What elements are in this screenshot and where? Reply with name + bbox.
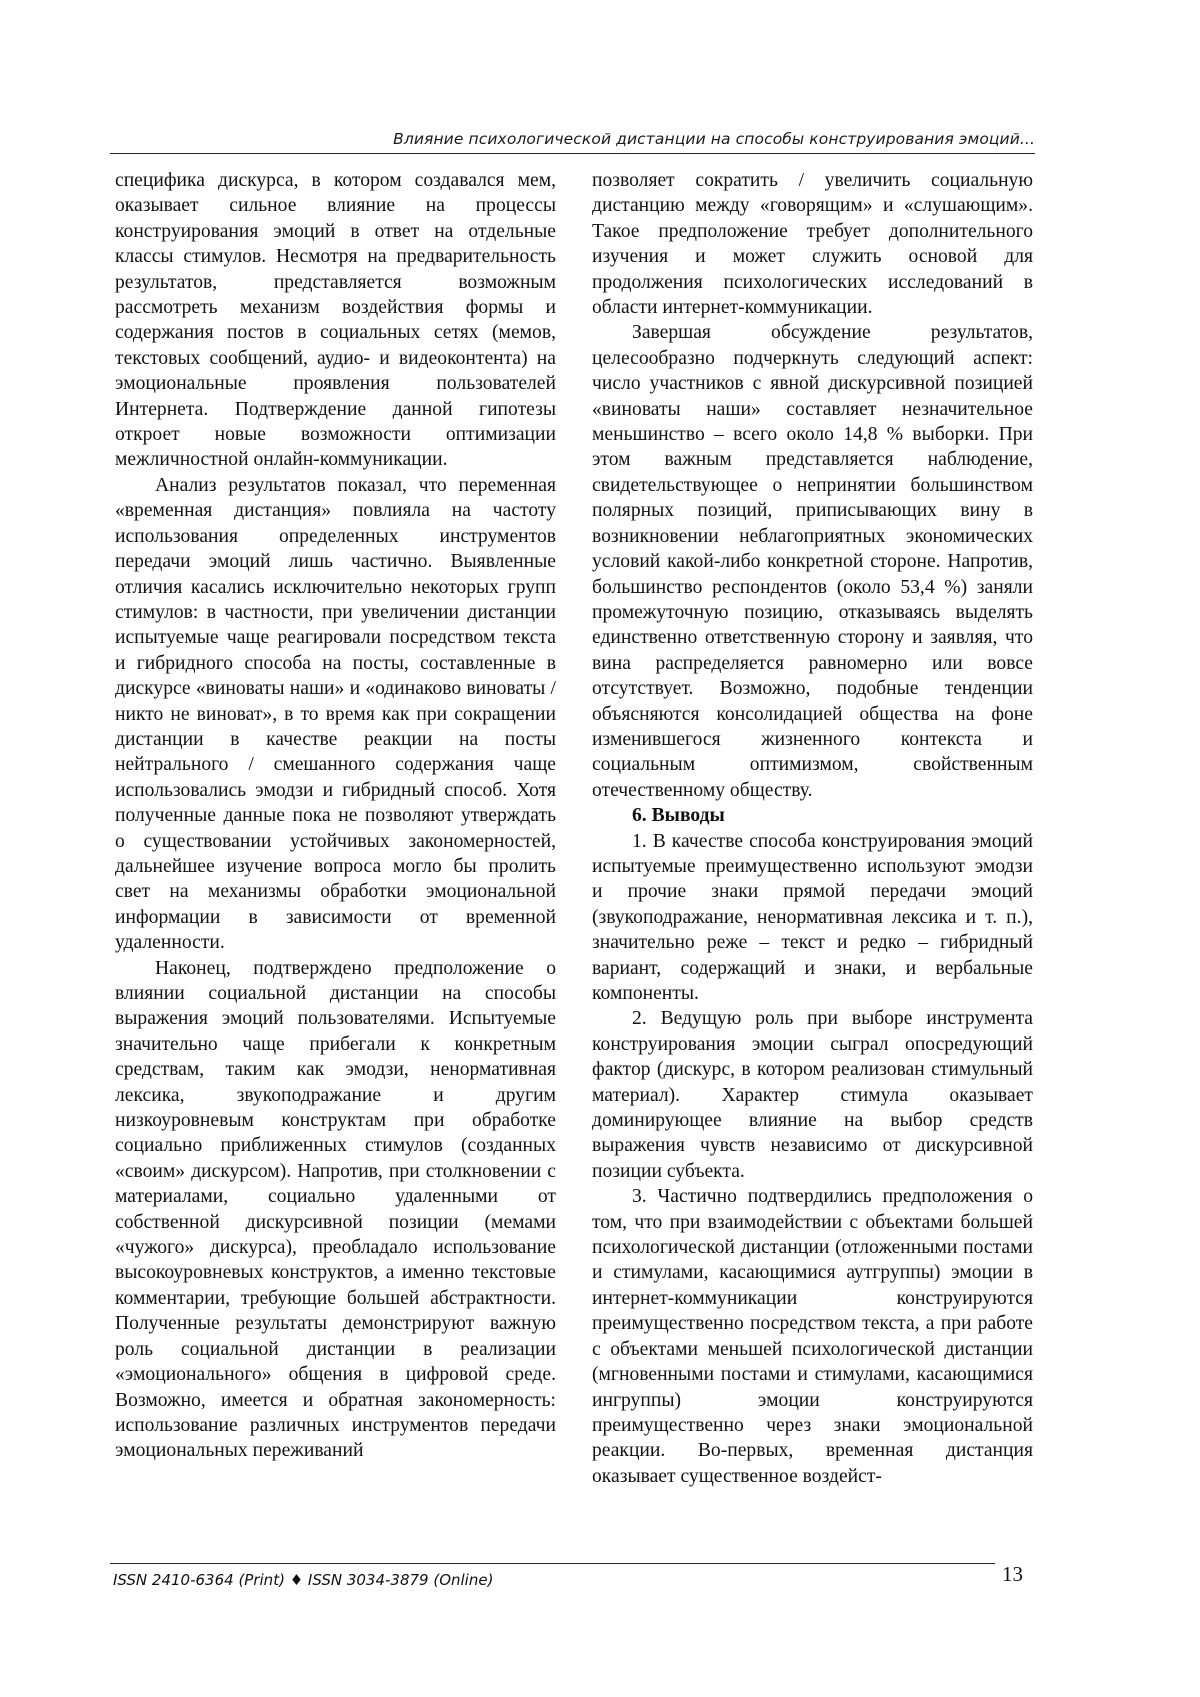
left-column (115, 168, 556, 1464)
running-title: Влияние психологической дистанции на способы конструирования эмоций... (393, 130, 1035, 148)
footer-issn: ISSN 2410-6364 (Print) ♦ ISSN 3034-3879 (Online) (113, 1571, 494, 1589)
section-heading-conclusions: 6. Выводы (632, 805, 725, 827)
paragraph-continuation-right: позволяет сократить / увеличить социальную дистанцию между «говорящим» и «слушающим». Такое предположение требует дополнительного изучения и может служить основой для продолжения психологических исследований в области интернет-коммуникации. (592, 170, 1033, 319)
header-rule (110, 153, 1035, 154)
page-number: 13 (1002, 1562, 1023, 1586)
paragraph-continuation: специфика дискурса, в котором создавался мем, оказывает сильное влияние на процессы конструирования эмоций в ответ на отдельные классы стимулов. Несмотря на предварительность результатов, представляется возможным рассмотреть механизм воздействия формы и содержания постов в социальных сетях (мемов, текстовых сообщений, аудио- и видеоконтента) на эмоциональные проявления пользователей Интернета. Подтверждение данной гипотезы откроет новые возможности оптимизации межличностной онлайн-коммуникации. (115, 170, 556, 471)
conclusion-item-1: 1. В качестве способа конструирования эмоций испытуемые преимущественно используют эмодзи и прочие знаки прямой передачи эмоций (звукоподражание, ненормативная лексика и т. п.), значительно реже – текст и редко – гибридный вариант, содержащий и знаки, и вербальные компоненты. (592, 830, 1033, 1004)
paragraph-social-distance: Наконец, подтверждено предположение о влиянии социальной дистанции на способы выражения эмоций пользователями. Испытуемые значительно чаще прибегали к конкретным средствам, таким как эмодзи, ненормативная лексика, звукоподражание и другим низкоуровневым конструктам при обработке социально приближенных стимулов (созданных «своим» дискурсом). Напротив, при столкновении с материалами, социально удаленными от собственной дискурсивной позиции (мемами «чужого» дискурса), преобладало использование высокоуровневых конструктов, а именно текстовые комментарии, требующие большей абстрактности. Полученные результаты демонстрируют важную роль социальной дистанции в реализации «эмоционального» общения в цифровой среде. Возможно, имеется и обратная закономерность: использование различных инструментов передачи эмоциональных переживаний (115, 957, 556, 1462)
conclusion-item-3: 3. Частично подтвердились предположения о том, что при взаимодействии с объектами большей психологической дистанции (отложенными постами и стимулами, касающимися аутгруппы) эмоции в интернет-коммуникации конструируются преимущественно посредством текста, а при работе с объектами меньшей психологической дистанции (мгновенными постами и стимулами, касающимися ингруппы) эмоции конструируются преимущественно через знаки эмоциональной реакции. Во-первых, временная дистанция оказывает существенное воздейст- (592, 1186, 1033, 1487)
conclusion-item-2: 2. Ведущую роль при выборе инструмента конструирования эмоции сыграл опосредующий фактор (дискурс, в котором реализован стимульный материал). Характер стимула оказывает доминирующее влияние на выбор средств выражения чувств независимо от дискурсивной позиции субъекта. (592, 1008, 1033, 1182)
paragraph-temporal-distance: Анализ результатов показал, что переменная «временная дистанция» повлияла на частоту использования определенных инструментов передачи эмоций лишь частично. Выявленные отличия касались исключительно некоторых групп стимулов: в частности, при увеличении дистанции испытуемые чаще реагировали посредством текста и гибридного способа на посты, составленные в дискурсе «виноваты наши» и «одинаково виноваты / никто не виноват», в то время как при сокращении дистанции в качестве реакции на посты нейтрального / смешанного содержания чаще использовались эмодзи и гибридный способ. Хотя полученные данные пока не позволяют утверждать о существовании устойчивых закономерностей, дальнейшее изучение вопроса могло бы пролить свет на механизмы обработки эмоциональной информации в зависимости от временной удаленности. (115, 474, 556, 954)
footer-rule (110, 1563, 995, 1564)
right-column (592, 168, 1033, 1489)
paragraph-discussion-summary: Завершая обсуждение результатов, целесообразно подчеркнуть следующий аспект: число участников с явной дискурсивной позицией «виноваты наши» составляет незначительное меньшинство – всего около 14,8 % выборки. При этом важным представляется наблюдение, свидетельствующее о непринятии большинством полярных позиций, приписывающих вину в возникновении неблагоприятных экономических условий какой-либо конкретной стороне. Напротив, большинство респондентов (около 53,4 %) заняли промежуточную позицию, отказываясь выделять единственно ответственную сторону и заявляя, что вина распределяется равномерно или вовсе отсутствует. Возможно, подобные тенденции объясняются консолидацией общества на фоне изменившегося жизненного контекста и социальным оптимизмом, свойственным отечественному обществу. (592, 322, 1033, 801)
